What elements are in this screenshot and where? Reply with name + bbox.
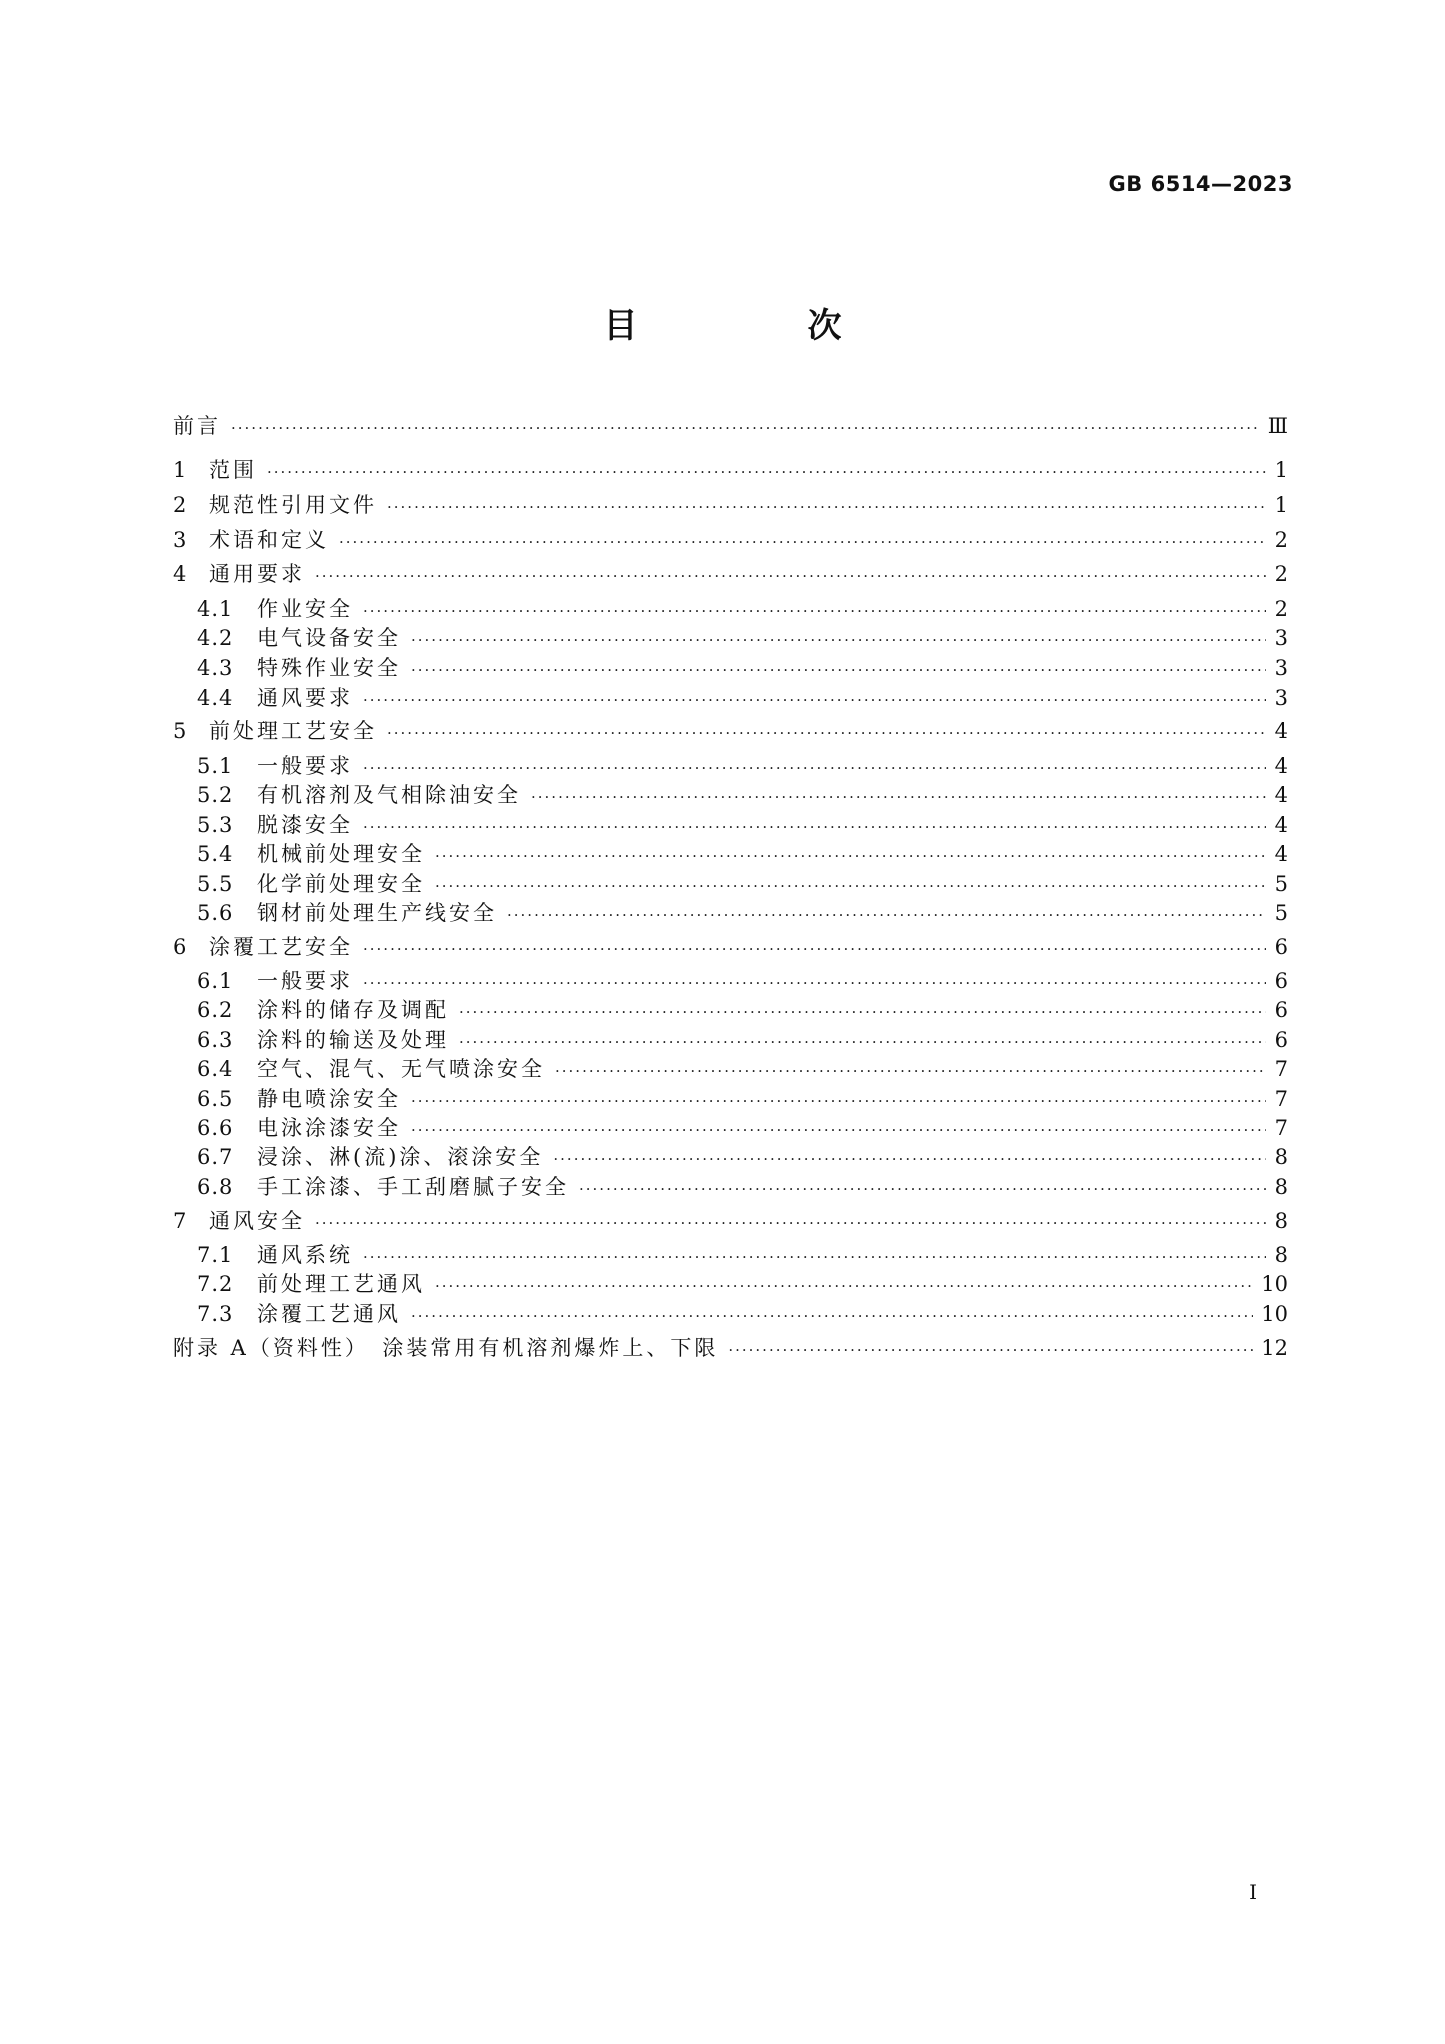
- standard-code: GB 6514—2023: [1108, 172, 1293, 196]
- toc-entry[interactable]: [173, 410, 1288, 442]
- toc-leader-dots: [231, 412, 1260, 444]
- toc-entry-page: 8: [1274, 1175, 1288, 1199]
- toc-entry[interactable]: [173, 454, 1288, 486]
- toc-entry-title: 钢材前处理生产线安全: [257, 901, 497, 925]
- toc-entry-title: 脱漆安全: [257, 813, 353, 837]
- toc-entry-page: 3: [1274, 686, 1288, 710]
- toc-entry-page: 7: [1274, 1057, 1288, 1081]
- toc-entry-title: 涂料的输送及处理: [257, 1028, 449, 1052]
- toc-leader-dots: [579, 1173, 1266, 1205]
- toc-entry-number: 5.6: [197, 901, 234, 925]
- toc-entry-number: 5.2: [197, 783, 234, 807]
- toc-entry-number: 6.1: [197, 969, 234, 993]
- toc-entry-number: 6.3: [197, 1028, 234, 1052]
- toc-entry-number: 4.3: [197, 656, 234, 680]
- toc-entry-title: 通用要求: [209, 562, 305, 586]
- toc-entry-number: 5.4: [197, 842, 234, 866]
- toc-entry-title: 范围: [209, 458, 257, 482]
- toc-entry-number: 7.2: [197, 1272, 234, 1296]
- toc-entry-number: 3: [173, 528, 188, 552]
- toc-leader-dots: [363, 684, 1266, 716]
- toc-entry-page: 6: [1274, 998, 1288, 1022]
- toc-entry[interactable]: [173, 1332, 1288, 1364]
- toc-entry[interactable]: [197, 838, 1288, 870]
- toc-entry-number: 6.2: [197, 998, 234, 1022]
- toc-entry[interactable]: [197, 1024, 1288, 1056]
- toc-entry-title: 涂覆工艺通风: [257, 1302, 401, 1326]
- toc-entry-page: 8: [1274, 1243, 1288, 1267]
- toc-entry-number: 4.1: [197, 597, 234, 621]
- toc-entry[interactable]: [197, 1141, 1288, 1173]
- toc-entry-page: 12: [1261, 1336, 1288, 1360]
- toc-entry-page: 8: [1274, 1209, 1288, 1233]
- toc-entry-number: 6.4: [197, 1057, 234, 1081]
- toc-entry-title: 有机溶剂及气相除油安全: [257, 783, 521, 807]
- toc-entry-page: 6: [1274, 935, 1288, 959]
- toc-entry-title: 浸涂、淋(流)涂、滚涂安全: [257, 1145, 544, 1169]
- toc-entry-title: 电气设备安全: [257, 626, 401, 650]
- toc-entry[interactable]: [197, 1112, 1288, 1144]
- toc-entry-title: 通风安全: [209, 1209, 305, 1233]
- toc-entry-number: 7.3: [197, 1302, 234, 1326]
- toc-entry-page: 1: [1274, 458, 1288, 482]
- toc-entry[interactable]: [197, 593, 1288, 625]
- toc-entry-number: 1: [173, 458, 188, 482]
- toc-entry[interactable]: [197, 750, 1288, 782]
- toc-entry-page: 2: [1274, 597, 1288, 621]
- toc-entry-number: 5: [173, 719, 188, 743]
- toc-entry-page: 10: [1261, 1302, 1288, 1326]
- toc-entry-page: 10: [1261, 1272, 1288, 1296]
- toc-entry-number: 5.5: [197, 872, 234, 896]
- toc-entry[interactable]: [197, 622, 1288, 654]
- toc-entry-title: 前言: [173, 414, 221, 438]
- toc-entry-number: 6: [173, 935, 188, 959]
- toc-entry-number: 7: [173, 1209, 188, 1233]
- toc-entry-title: 前处理工艺通风: [257, 1272, 425, 1296]
- toc-entry-title: 术语和定义: [209, 528, 329, 552]
- toc-entry-title: 通风要求: [257, 686, 353, 710]
- toc-entry-number: 5.1: [197, 754, 234, 778]
- toc-entry[interactable]: [197, 682, 1288, 714]
- toc-entry-page: 8: [1274, 1145, 1288, 1169]
- toc-entry-title: 电泳涂漆安全: [257, 1116, 401, 1140]
- toc-entry[interactable]: [197, 1053, 1288, 1085]
- toc-leader-dots: [339, 526, 1266, 558]
- toc-entry-number: 5.3: [197, 813, 234, 837]
- toc-entry-title: 化学前处理安全: [257, 872, 425, 896]
- toc-entry[interactable]: [197, 965, 1288, 997]
- toc-leader-dots: [507, 899, 1266, 931]
- toc-entry[interactable]: [197, 652, 1288, 684]
- toc-entry[interactable]: [197, 1171, 1288, 1203]
- toc-entry-page: 5: [1274, 872, 1288, 896]
- toc-entry-title: 一般要求: [257, 969, 353, 993]
- toc-entry-number: 4.2: [197, 626, 234, 650]
- toc-entry-title: 涂覆工艺安全: [209, 935, 353, 959]
- toc-leader-dots: [315, 1207, 1266, 1239]
- toc-entry-page: 4: [1274, 813, 1288, 837]
- toc-leader-dots: [411, 1300, 1253, 1332]
- toc-entry-page: Ⅲ: [1267, 414, 1288, 438]
- toc-entry[interactable]: [173, 931, 1288, 963]
- toc-entry-title: 前处理工艺安全: [209, 719, 377, 743]
- toc-entry-page: 2: [1274, 562, 1288, 586]
- toc-entry[interactable]: [197, 994, 1288, 1026]
- toc-entry[interactable]: [173, 524, 1288, 556]
- toc-entry[interactable]: [197, 809, 1288, 841]
- toc-entry[interactable]: [173, 558, 1288, 590]
- toc-entry-number: 2: [173, 493, 188, 517]
- toc-entry[interactable]: [173, 715, 1288, 747]
- toc-entry[interactable]: [197, 868, 1288, 900]
- toc-entry[interactable]: [197, 1268, 1288, 1300]
- toc-leader-dots: [387, 717, 1266, 749]
- toc-entry-page: 4: [1274, 719, 1288, 743]
- toc-entry[interactable]: [197, 897, 1288, 929]
- toc-leader-dots: [363, 933, 1266, 965]
- toc-entry[interactable]: [173, 489, 1288, 521]
- toc-leader-dots: [315, 560, 1266, 592]
- toc-entry-page: 6: [1274, 969, 1288, 993]
- toc-entry-title: 附录 A（资料性） 涂装常用有机溶剂爆炸上、下限: [173, 1336, 719, 1360]
- toc-leader-dots: [728, 1334, 1253, 1366]
- toc-entry-title: 涂料的储存及调配: [257, 998, 449, 1022]
- toc-entry-page: 7: [1274, 1087, 1288, 1111]
- toc-entry[interactable]: [197, 779, 1288, 811]
- toc-entry-page: 7: [1274, 1116, 1288, 1140]
- toc-entry-title: 一般要求: [257, 754, 353, 778]
- toc-entry[interactable]: [197, 1239, 1288, 1271]
- toc-entry[interactable]: [197, 1298, 1288, 1330]
- toc-entry-page: 3: [1274, 626, 1288, 650]
- toc-entry[interactable]: [173, 1205, 1288, 1237]
- page-title: 目 次: [603, 306, 910, 346]
- toc-entry[interactable]: [197, 1083, 1288, 1115]
- toc-entry-page: 4: [1274, 754, 1288, 778]
- toc-entry-number: 6.6: [197, 1116, 234, 1140]
- toc-entry-page: 1: [1274, 493, 1288, 517]
- toc-entry-title: 通风系统: [257, 1243, 353, 1267]
- toc-entry-number: 6.7: [197, 1145, 234, 1169]
- toc-leader-dots: [267, 456, 1266, 488]
- toc-entry-title: 作业安全: [257, 597, 353, 621]
- toc-entry-title: 机械前处理安全: [257, 842, 425, 866]
- toc-entry-page: 6: [1274, 1028, 1288, 1052]
- toc-entry-page: 4: [1274, 783, 1288, 807]
- toc-entry-page: 5: [1274, 901, 1288, 925]
- toc-entry-title: 规范性引用文件: [209, 493, 377, 517]
- toc-entry-title: 手工涂漆、手工刮磨腻子安全: [257, 1175, 569, 1199]
- toc-entry-page: 3: [1274, 656, 1288, 680]
- toc-entry-title: 特殊作业安全: [257, 656, 401, 680]
- toc-entry-number: 4: [173, 562, 188, 586]
- toc-entry-number: 7.1: [197, 1243, 234, 1267]
- toc-entry-page: 4: [1274, 842, 1288, 866]
- toc-entry-number: 4.4: [197, 686, 234, 710]
- toc-entry-number: 6.8: [197, 1175, 234, 1199]
- toc-entry-title: 静电喷涂安全: [257, 1087, 401, 1111]
- toc-entry-number: 6.5: [197, 1087, 234, 1111]
- page-number: I: [1249, 1880, 1257, 1904]
- toc-entry-title: 空气、混气、无气喷涂安全: [257, 1057, 545, 1081]
- toc-entry-page: 2: [1274, 528, 1288, 552]
- toc-leader-dots: [387, 491, 1266, 523]
